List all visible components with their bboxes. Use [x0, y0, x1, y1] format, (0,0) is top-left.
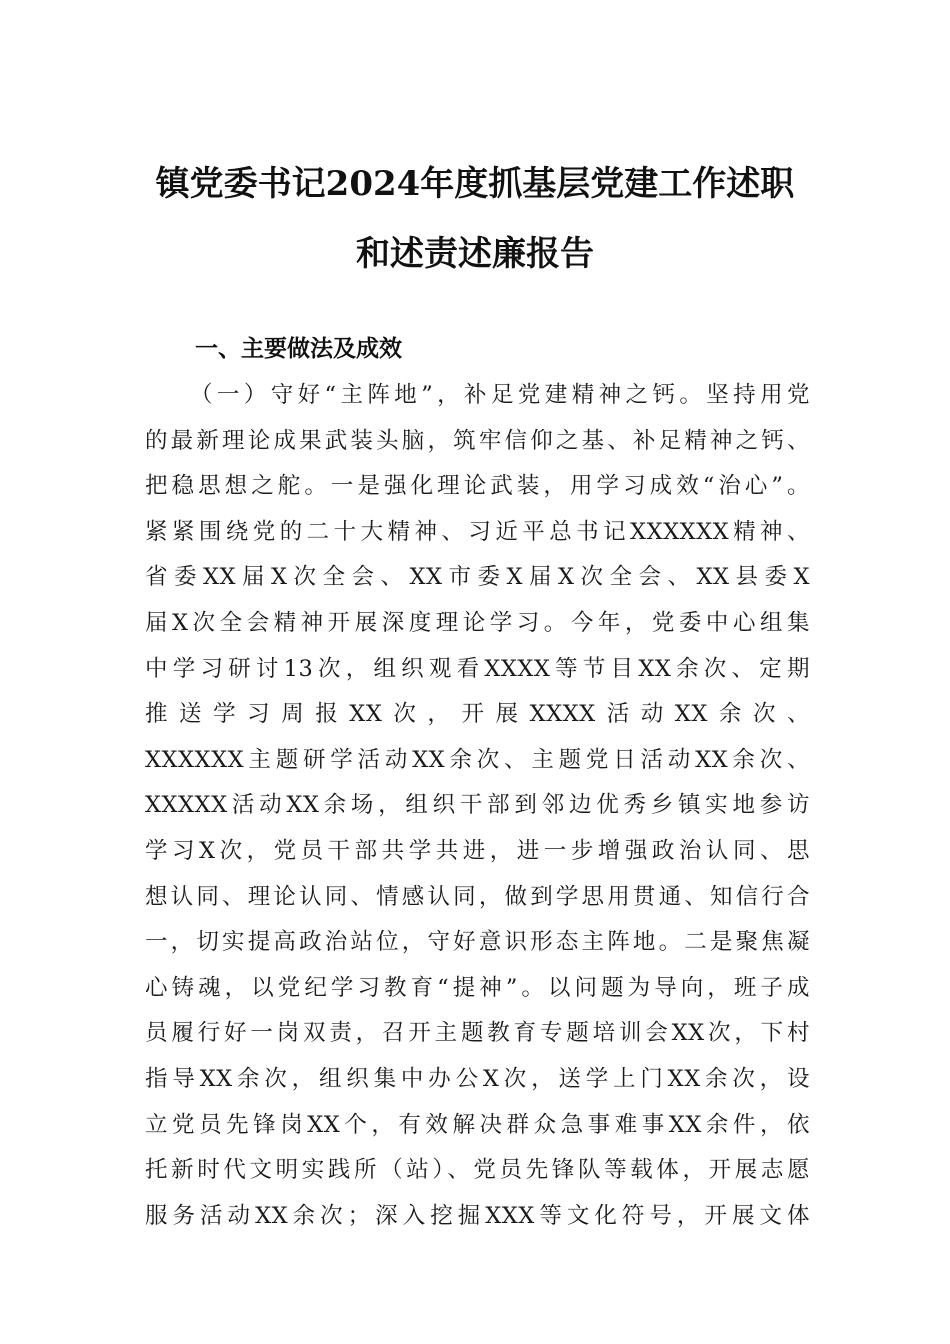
- body-line: XXXXX活动XX余场，组织干部到邻边优秀乡镇实地参访: [145, 792, 810, 819]
- body-line: 推送学习周报XX次，开展XXXX活动XX余次、: [145, 701, 810, 728]
- document-title-line-1: 镇党委书记2024年度抓基层党建工作述职: [155, 164, 795, 204]
- body-line: 员履行好一岗双责，召开主题教育专题培训会XX次，下村: [145, 1020, 810, 1047]
- body-line: 省委XX届X次全会、XX市委X届X次全会、XX县委X: [145, 564, 810, 591]
- body-line: 服务活动XX余次；深入挖掘XXX等文化符号，开展文体: [145, 1202, 810, 1229]
- body-line: 心铸魂，以党纪学习教育“提神”。以问题为导向，班子成: [145, 974, 810, 1001]
- section-heading: 一、主要做法及成效: [195, 336, 402, 362]
- body-line: XXXXXX主题研学活动XX余次、主题党日活动XX余次、: [145, 746, 810, 773]
- body-line: 托新时代文明实践所（站）、党员先锋队等载体，开展志愿: [145, 1157, 810, 1184]
- body-line: 中学习研讨13次，组织观看XXXX等节目XX余次、定期: [145, 655, 810, 682]
- body-line: 把稳思想之舵。一是强化理论武装，用学习成效“治心”。: [145, 473, 810, 500]
- body-line: 紧紧围绕党的二十大精神、习近平总书记XXXXXX精神、: [145, 518, 810, 545]
- body-line: 的最新理论成果武装头脑，筑牢信仰之基、补足精神之钙、: [145, 427, 810, 454]
- body-line: 学习X次，党员干部共学共进，进一步增强政治认同、思: [145, 837, 810, 864]
- body-line: 想认同、理论认同、情感认同，做到学思用贯通、知信行合: [145, 883, 810, 910]
- document-title-line-2: 和述责述廉报告: [356, 234, 594, 274]
- body-line: （一）守好“主阵地”，补足党建精神之钙。坚持用党: [190, 382, 810, 408]
- body-line: 指导XX余次，组织集中办公X次，送学上门XX余次，设: [145, 1065, 810, 1092]
- body-line: 届X次全会精神开展深度理论学习。今年，党委中心组集: [145, 609, 810, 636]
- body-text: [145, 375, 810, 1241]
- body-line: 一，切实提高政治站位，守好意识形态主阵地。二是聚焦凝: [145, 929, 810, 956]
- body-line: 立党员先锋岗XX个，有效解决群众急事难事XX余件，依: [145, 1111, 810, 1138]
